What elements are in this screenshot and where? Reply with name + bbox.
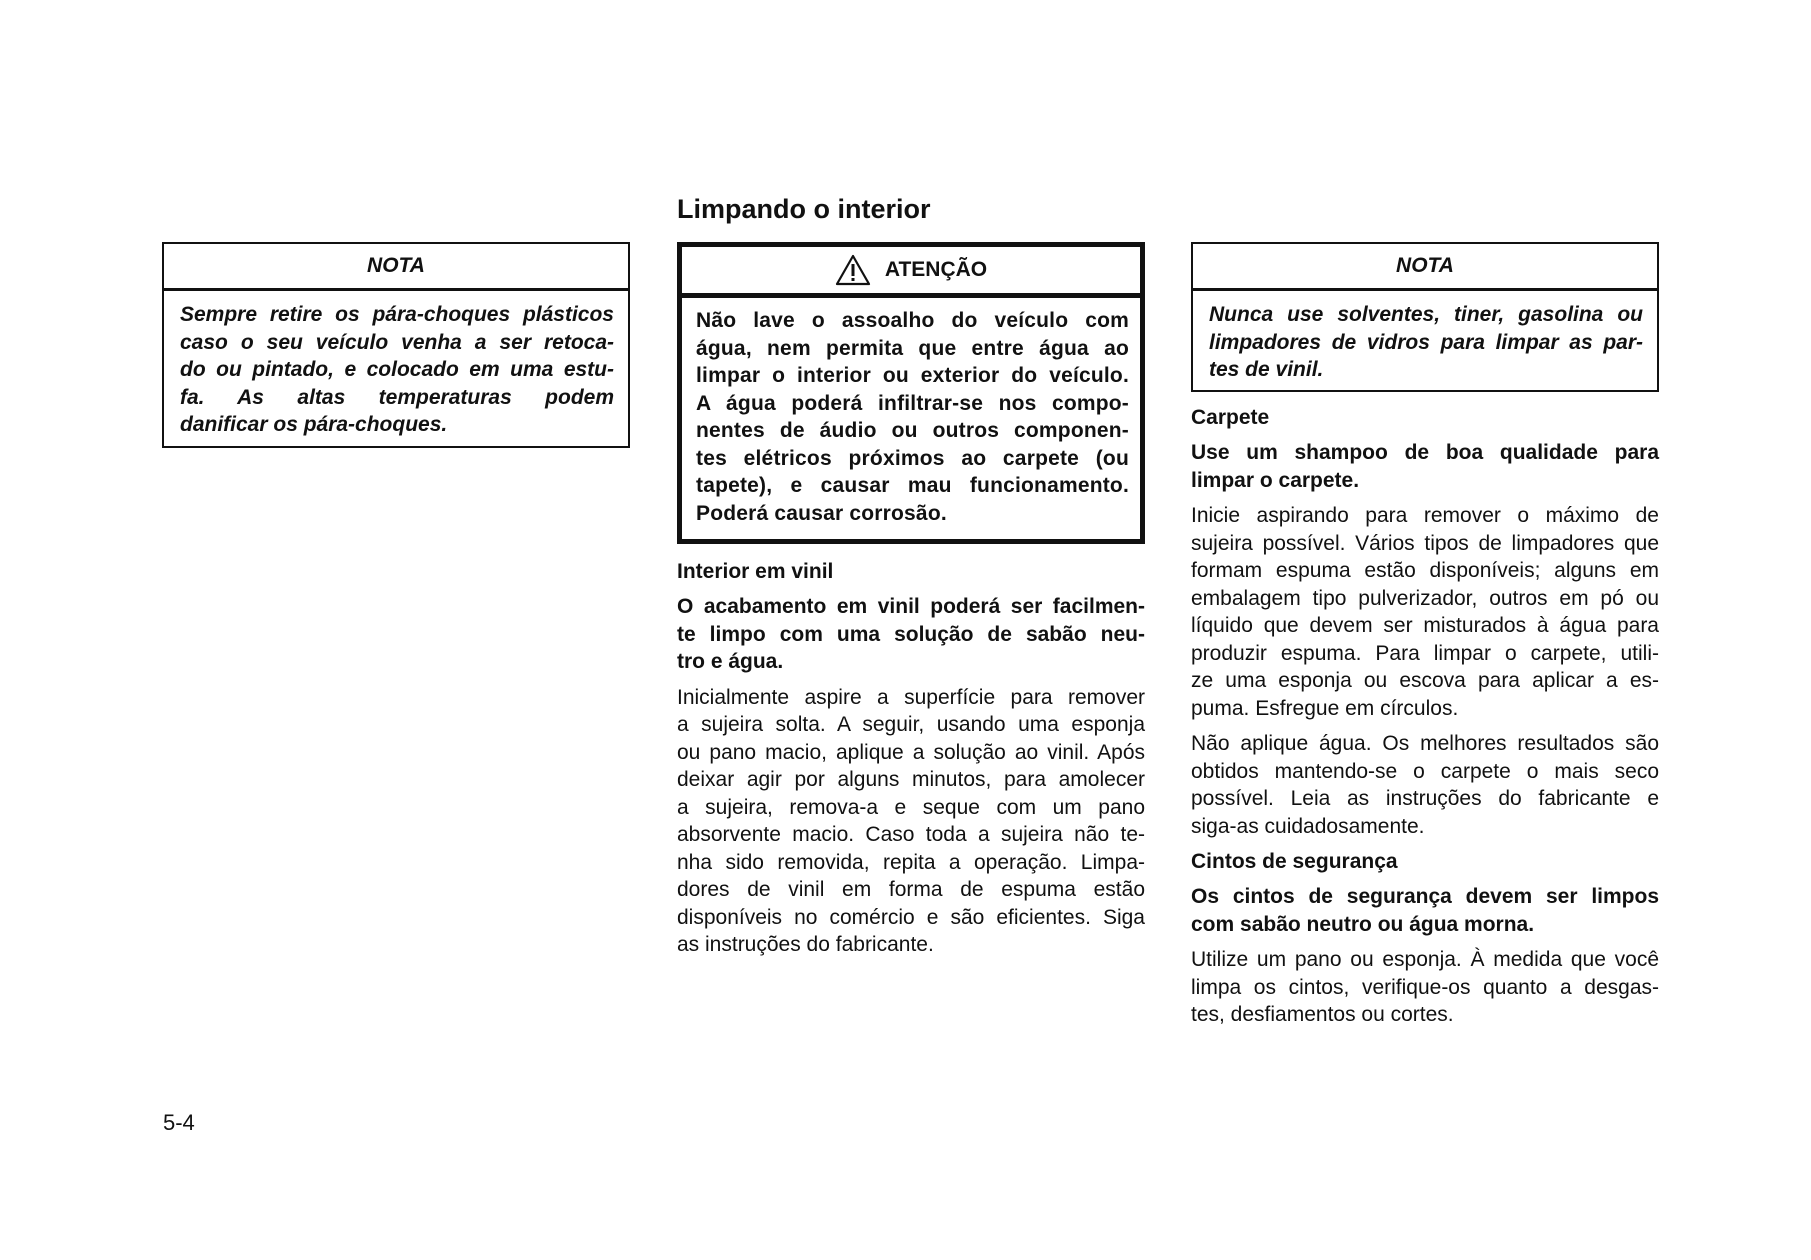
note-box-vinyl: [1191, 242, 1659, 392]
section-heading: Cintos de segurança: [1191, 850, 1398, 873]
note-header-label: NOTA: [367, 254, 425, 277]
text-line: puma. Esfregue em círculos.: [1191, 696, 1459, 720]
text-line: ou pano macio, aplique a solução ao vinil. Após: [677, 740, 1145, 764]
text-line: caso o seu veículo venha a ser retoca-: [180, 330, 614, 354]
text-line: limpar o interior ou exterior do veículo.: [696, 364, 1129, 387]
text-line: tapete), e causar mau funcionamento.: [696, 474, 1129, 497]
warning-box: [677, 242, 1145, 544]
text-line: dores de vinil em forma de espuma estão: [677, 878, 1145, 901]
text-line: líquido que devem ser misturados à água para: [1191, 614, 1659, 637]
bold-paragraph: [677, 593, 1145, 676]
text-line: Sempre retire os pára-choques plásticos: [180, 303, 614, 326]
text-line: deixar agir por alguns minutos, para amolecer: [677, 768, 1145, 791]
text-line: disponíveis no comércio e são eficientes. Siga: [677, 905, 1145, 929]
text-line: tes elétricos próximos ao carpete (ou: [696, 446, 1129, 470]
text-line: tes de vinil.: [1209, 358, 1324, 381]
note-box-bumpers: [162, 242, 630, 448]
body-paragraph: [1191, 730, 1659, 840]
text-line: com sabão neutro ou água morna.: [1191, 912, 1535, 936]
warning-header: [682, 247, 1140, 298]
note-header: [164, 244, 628, 291]
page-number: 5-4: [163, 1110, 195, 1135]
text-line: tro e água.: [677, 650, 784, 673]
text-line: Utilize um pano ou esponja. À medida que você: [1191, 948, 1659, 971]
text-line: ze uma esponja ou escova para aplicar a es-: [1191, 669, 1659, 692]
text-line: possível. Leia as instruções do fabricante e: [1191, 787, 1659, 810]
note-text: [164, 291, 628, 449]
note-header: [1193, 244, 1657, 291]
text-line: absorvente macio. Caso toda a sujeira não te-: [677, 823, 1145, 846]
text-line: Inicie aspirando para remover o máximo de: [1191, 504, 1659, 527]
text-line: Nunca use solventes, tiner, gasolina ou: [1209, 303, 1643, 326]
text-line: nha sido removida, repita a operação. Limpa-: [677, 850, 1145, 874]
text-line: a sujeira solta. A seguir, usando uma esponja: [677, 713, 1145, 736]
text-line: danificar os pára-choques.: [180, 413, 448, 436]
text-line: do ou pintado, e colocado em uma estu-: [180, 358, 614, 381]
text-line: a sujeira, remova-a e seque com um pano: [677, 795, 1145, 819]
text-line: água, nem permita que entre água ao: [696, 336, 1129, 360]
text-line: A água poderá infiltrar-se nos compo-: [696, 391, 1129, 415]
text-line: O acabamento em vinil poderá ser facilmen-: [677, 595, 1145, 618]
warning-text: [682, 298, 1140, 537]
text-line: Não aplique água. Os melhores resultados são: [1191, 732, 1659, 755]
text-line: te limpo com uma solução de sabão neu-: [677, 622, 1145, 646]
body-paragraph: [1191, 502, 1659, 722]
text-line: Os cintos de segurança devem ser limpos: [1191, 885, 1659, 908]
note-text: [1193, 291, 1657, 394]
bold-paragraph: [1191, 883, 1659, 938]
text-line: fa. As altas temperaturas podem: [180, 385, 614, 409]
text-line: siga-as cuidadosamente.: [1191, 814, 1425, 838]
section-heading: Carpete: [1191, 406, 1270, 429]
text-line: nentes de áudio ou outros componen-: [696, 419, 1129, 442]
body-paragraph: [677, 684, 1145, 959]
text-line: limpadores de vidros para limpar as par-: [1209, 330, 1643, 354]
section-heading: Interior em vinil: [677, 560, 834, 583]
text-line: sujeira possível. Vários tipos de limpadores que: [1191, 531, 1659, 555]
text-line: limpa os cintos, verifique-os quanto a desgas-: [1191, 975, 1659, 999]
text-line: Inicialmente aspire a superfície para remover: [677, 685, 1145, 709]
body-paragraph: [1191, 946, 1659, 1029]
section-carpet: [1191, 404, 1659, 1037]
text-line: embalagem tipo pulverizador, outros em pó ou: [1191, 586, 1659, 610]
text-line: Poderá causar corrosão.: [696, 501, 947, 525]
section-vinyl: [677, 558, 1145, 967]
text-line: Use um shampoo de boa qualidade para: [1191, 441, 1659, 464]
text-line: obtidos mantendo-se o carpete o mais seco: [1191, 759, 1659, 783]
note-header-label: NOTA: [1396, 254, 1454, 277]
bold-paragraph: [1191, 439, 1659, 494]
warning-header-label: ATENÇÃO: [884, 258, 988, 281]
text-line: formam espuma estão disponíveis; alguns em: [1191, 559, 1659, 582]
text-line: produzir espuma. Para limpar o carpete, utili-: [1191, 641, 1659, 665]
text-line: limpar o carpete.: [1191, 468, 1360, 492]
warning-triangle-icon: [835, 254, 871, 286]
page-title: Limpando o interior: [677, 194, 931, 224]
text-line: as instruções do fabricante.: [677, 933, 934, 956]
text-line: tes, desfiamentos ou cortes.: [1191, 1003, 1454, 1026]
text-line: Não lave o assoalho do veículo com: [696, 309, 1129, 332]
